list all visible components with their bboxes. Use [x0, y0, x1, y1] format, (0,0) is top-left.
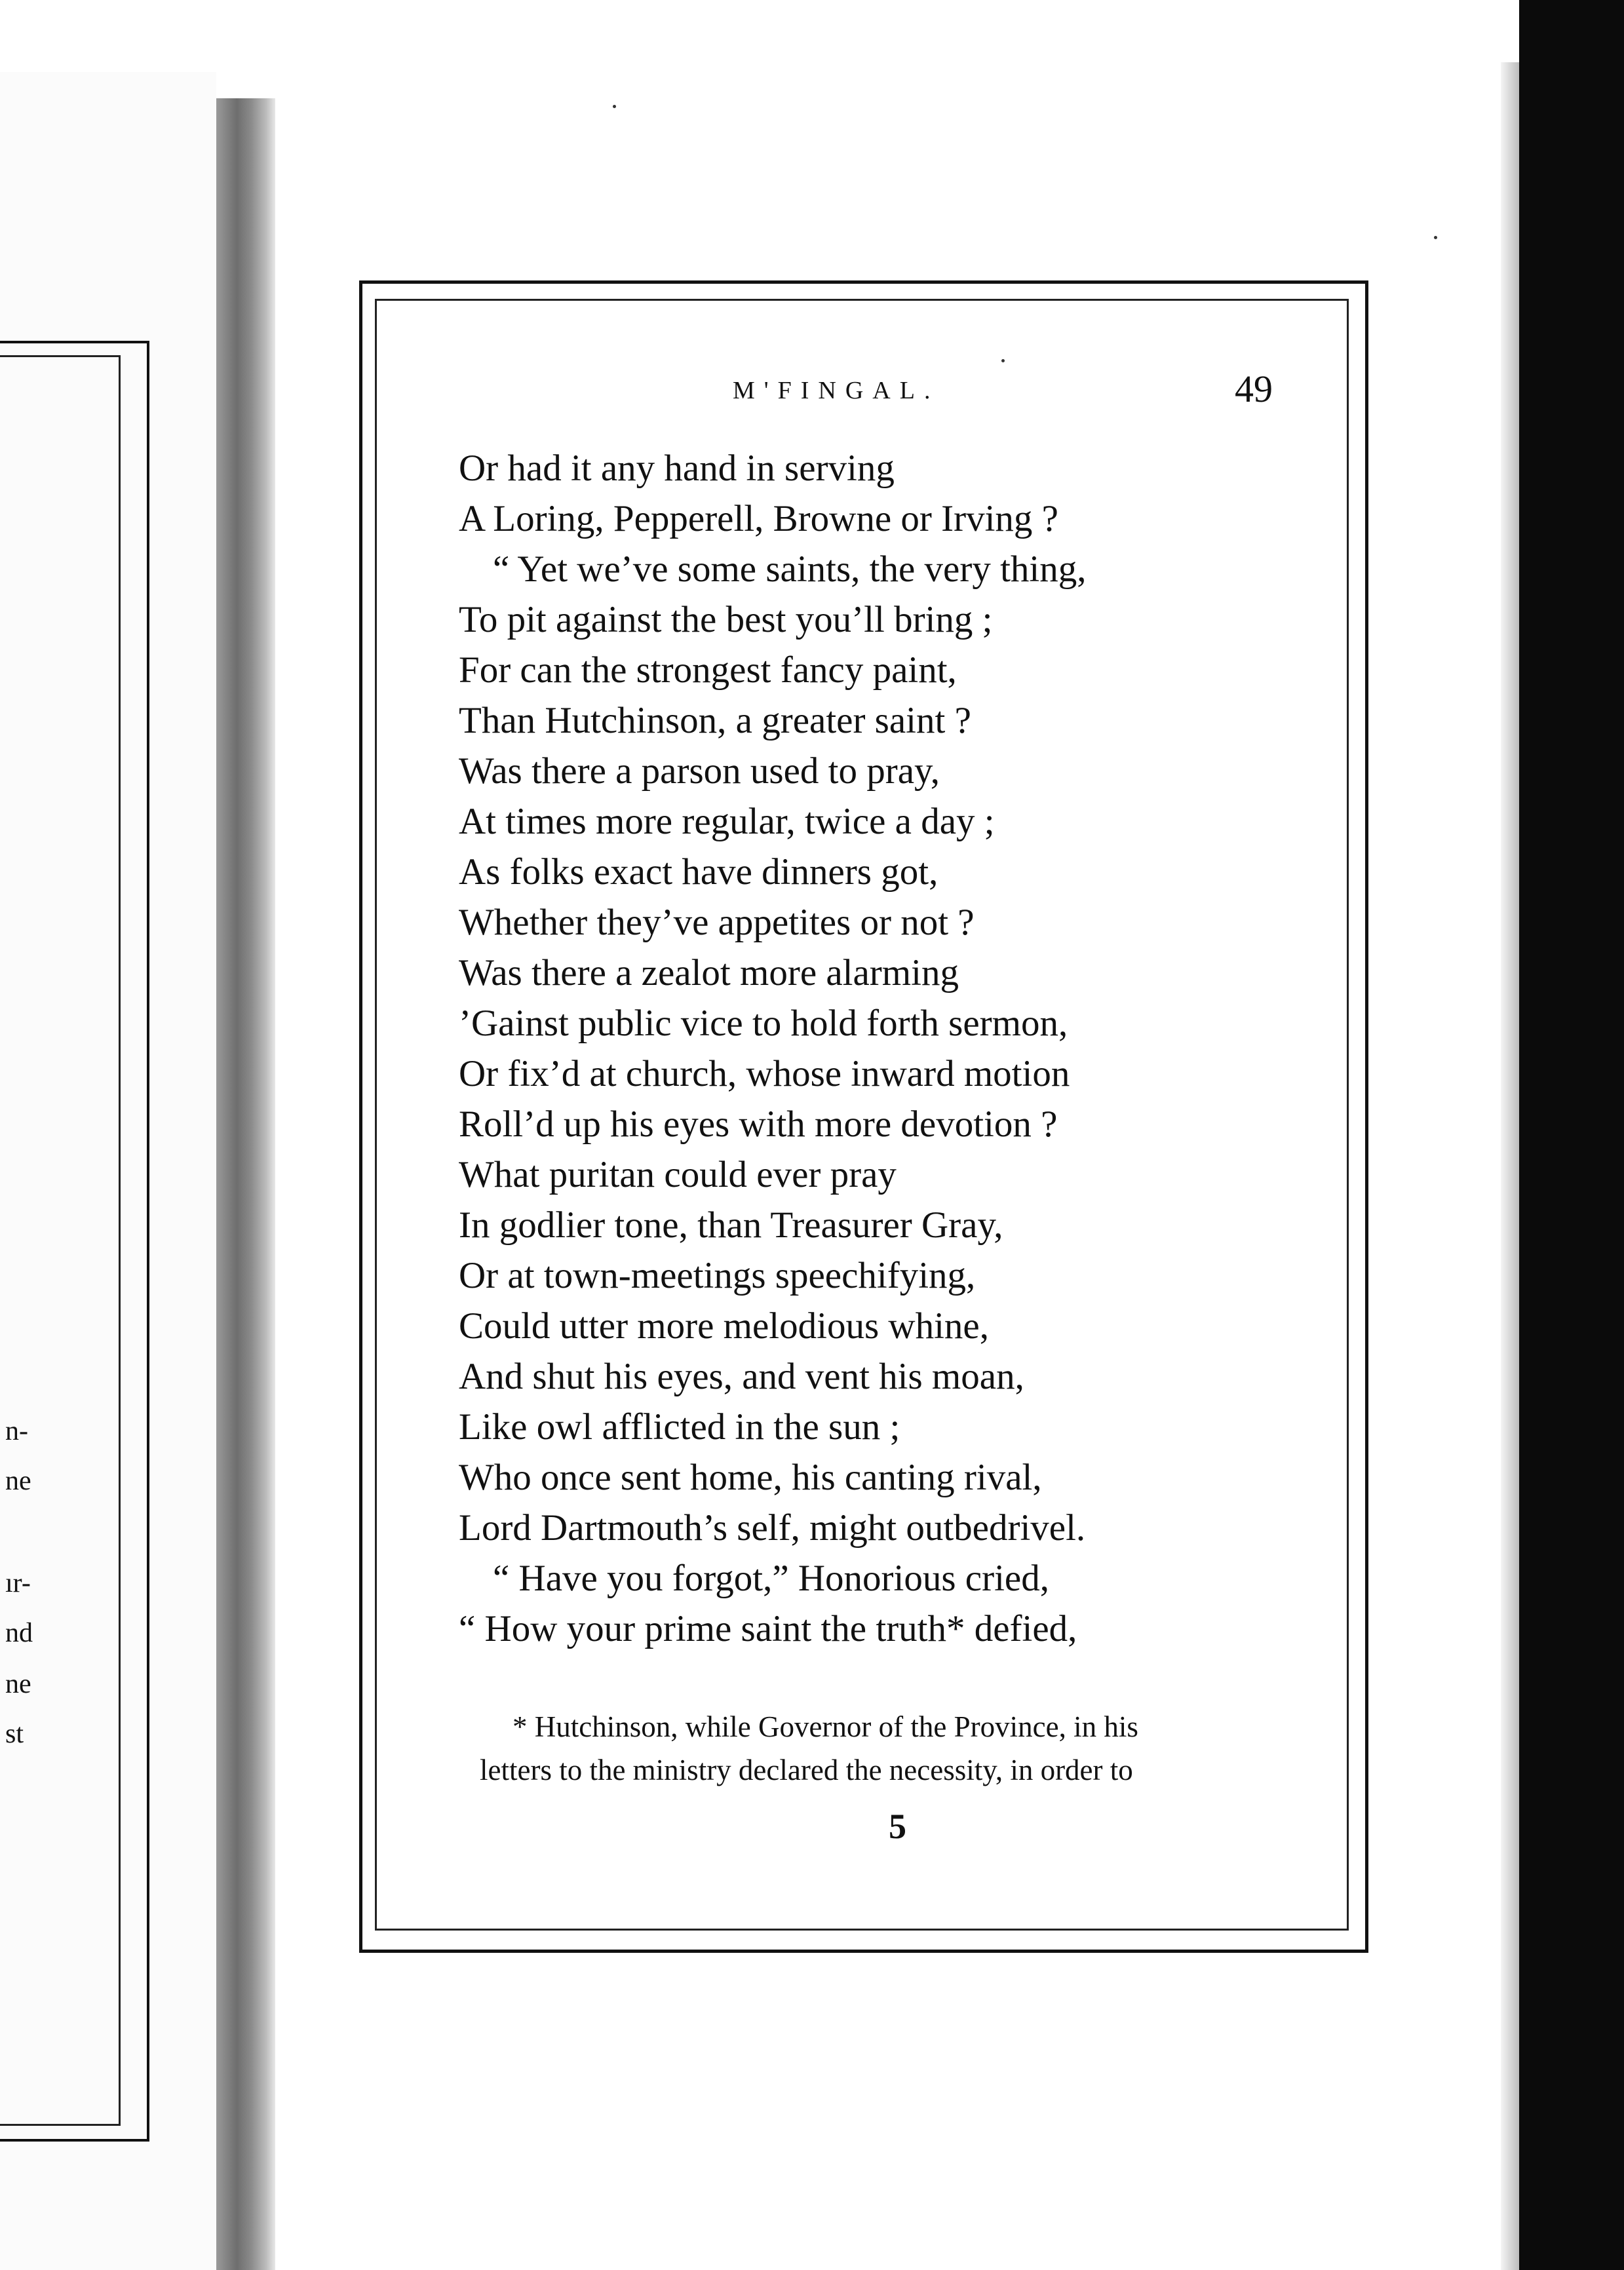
book-gutter	[216, 98, 275, 2270]
poem-line: As folks exact have dinners got,	[459, 851, 938, 893]
poem-line: “ How your prime saint the truth* defied,	[459, 1608, 1077, 1649]
running-head: M'FINGAL.	[733, 377, 940, 404]
left-facing-page	[0, 72, 216, 2270]
poem-line: Like owl afflicted in the sun ;	[459, 1406, 900, 1448]
poem-line: Than Hutchinson, a greater saint ?	[459, 700, 971, 741]
poem-line: Or fix’d at church, whose inward motion	[459, 1053, 1070, 1094]
footnote-line: letters to the ministry declared the necessity, in order to	[480, 1754, 1133, 1786]
left-page-text-fragment: st	[5, 1719, 24, 1749]
poem-line: Whether they’ve appetites or not ?	[459, 902, 975, 943]
poem-line: Roll’d up his eyes with more devotion ?	[459, 1104, 1058, 1145]
page-number: 49	[1235, 368, 1273, 410]
poem-line: Or at town-meetings speechifying,	[459, 1255, 976, 1296]
poem-line: In godlier tone, than Treasurer Gray,	[459, 1204, 1003, 1246]
poem-line: At times more regular, twice a day ;	[459, 801, 995, 842]
poem-line: A Loring, Pepperell, Browne or Irving ?	[459, 498, 1058, 539]
left-page-text-fragment: n-	[5, 1416, 28, 1446]
poem-line: Who once sent home, his canting rival,	[459, 1457, 1042, 1498]
left-page-frame-inner	[0, 355, 121, 2126]
poem-line: To pit against the best you’ll bring ;	[459, 599, 993, 640]
poem-line: Was there a parson used to pray,	[459, 750, 940, 792]
signature-mark: 5	[889, 1807, 906, 1846]
scan-speck	[1001, 359, 1005, 362]
footnote	[480, 1705, 1305, 1792]
poem-line: For can the strongest fancy paint,	[459, 649, 957, 691]
left-page-text-fragment: ne	[5, 1669, 31, 1699]
scan-speck	[1434, 236, 1437, 239]
poem-line: Or had it any hand in serving	[459, 448, 895, 489]
poem-line: “ Have you forgot,” Honorious cried,	[493, 1558, 1049, 1599]
poem-line: And shut his eyes, and vent his moan,	[459, 1356, 1024, 1397]
poem-line: What puritan could ever pray	[459, 1154, 897, 1195]
poem-line: ’Gainst public vice to hold forth sermon,	[459, 1003, 1068, 1044]
scan-speck	[613, 105, 616, 108]
left-page-text-fragment: ır-	[5, 1568, 31, 1598]
book-cover-edge	[1519, 0, 1624, 2270]
page-top-margin	[249, 0, 1520, 72]
left-page-text-fragment: ne	[5, 1466, 31, 1496]
poem-body	[459, 443, 1311, 1654]
poem-line: “ Yet we’ve some saints, the very thing,	[493, 548, 1087, 590]
poem-line: Could utter more melodious whine,	[459, 1305, 989, 1347]
poem-line: Was there a zealot more alarming	[459, 952, 959, 993]
poem-line: Lord Dartmouth’s self, might outbedrivel.	[459, 1507, 1086, 1549]
left-page-text-fragment: nd	[5, 1618, 33, 1648]
footnote-line: * Hutchinson, while Governor of the Province, in his	[512, 1710, 1138, 1743]
page-edge-highlight	[1501, 62, 1519, 2270]
